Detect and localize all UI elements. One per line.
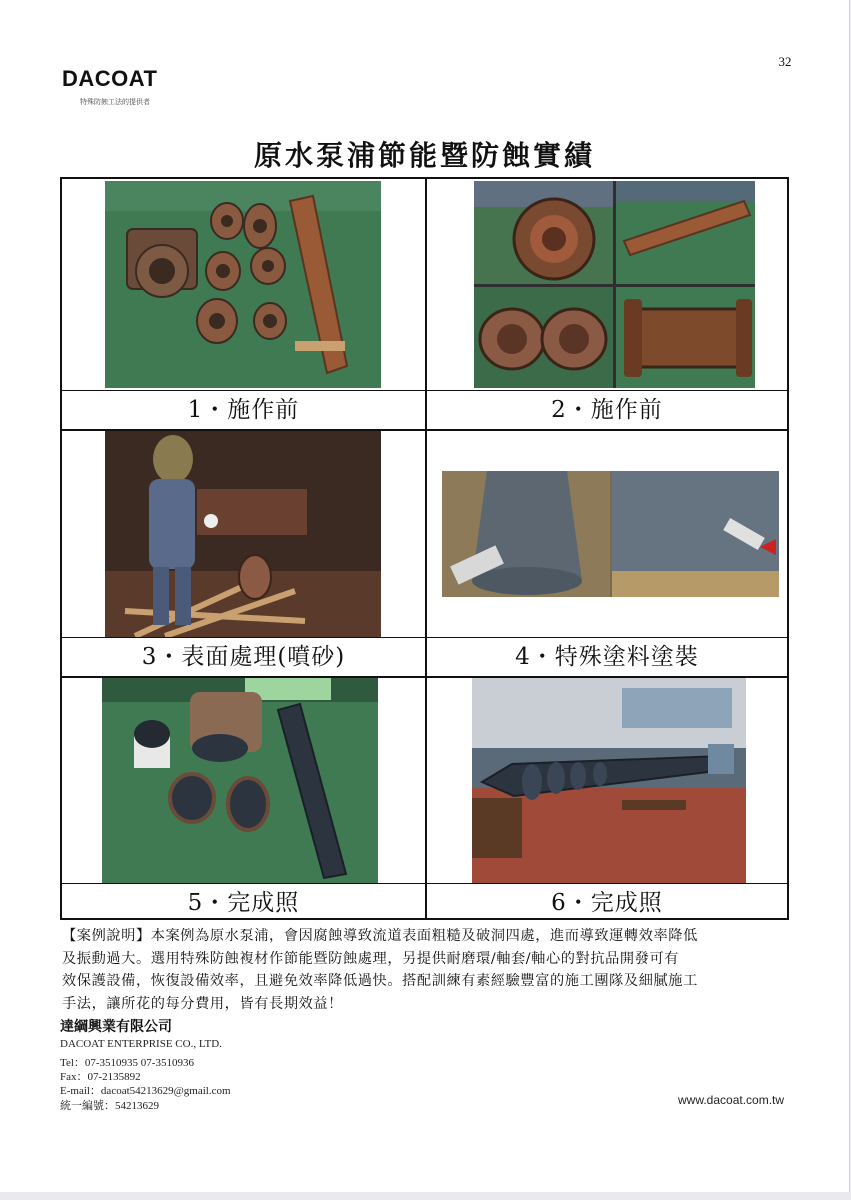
photo-finished-5	[102, 678, 378, 883]
case-description-line: 【案例說明】本案例為原水泵浦，會因腐蝕導致流道表面粗糙及破洞四處，進而導致運轉效率降低	[62, 928, 698, 944]
photo-sandblasting-image	[105, 431, 381, 637]
company-english-name: DACOAT ENTERPRISE CO., LTD.	[60, 1038, 222, 1050]
company-name: 達綱興業有限公司	[60, 1019, 172, 1035]
photo-before-2	[474, 181, 755, 388]
case-description-line: 效保護設備，恢復設備效率，且避免效率降低過快。搭配訓練有素經驗豐富的施工團隊及細膩施工	[62, 973, 698, 989]
photo-sandblasting	[105, 431, 381, 637]
caption-4: 4・特殊塗料塗裝	[515, 644, 699, 670]
photo-finished-5-image	[102, 678, 378, 883]
photo-coating-image	[442, 471, 779, 597]
photo-before-1	[105, 181, 381, 388]
caption-3: 3・表面處理(噴砂)	[141, 644, 346, 670]
grid-vertical-divider	[425, 179, 427, 918]
company-email: E-mail：dacoat54213629@gmail.com	[60, 1085, 231, 1097]
page-title: 原水泵浦節能暨防蝕實績	[253, 139, 595, 172]
company-tel: Tel：07-3510935 07-3510936	[60, 1057, 194, 1069]
caption-2: 2・施作前	[551, 397, 663, 423]
photo-before-2-image	[474, 181, 755, 388]
company-fax: Fax：07-2135892	[60, 1071, 141, 1083]
case-description	[62, 925, 792, 1015]
company-logo: DACOAT	[62, 66, 158, 91]
photo-coating	[442, 471, 779, 597]
caption-6: 6・完成照	[551, 890, 663, 916]
case-description-line: 手法，讓所花的每分費用，皆有長期效益！	[62, 995, 343, 1012]
photo-finished-6-image	[472, 678, 746, 883]
caption-5: 5・完成照	[187, 890, 300, 916]
page-number: 32	[778, 54, 792, 69]
photo-finished-6	[472, 678, 746, 883]
company-website[interactable]: www.dacoat.com.tw	[678, 1093, 785, 1107]
company-tax-id: 統一編號：54213629	[60, 1100, 159, 1112]
case-description-line: 及振動過大。選用特殊防蝕複材作節能暨防蝕處理，另提供耐磨環/軸套/軸心的對抗品開發可有	[62, 950, 680, 967]
photo-grid	[60, 177, 789, 920]
logo-tagline: 特殊防蝕工法的提供者	[80, 98, 150, 106]
photo-before-1-image	[105, 181, 381, 388]
caption-1: 1・施作前	[187, 397, 300, 423]
